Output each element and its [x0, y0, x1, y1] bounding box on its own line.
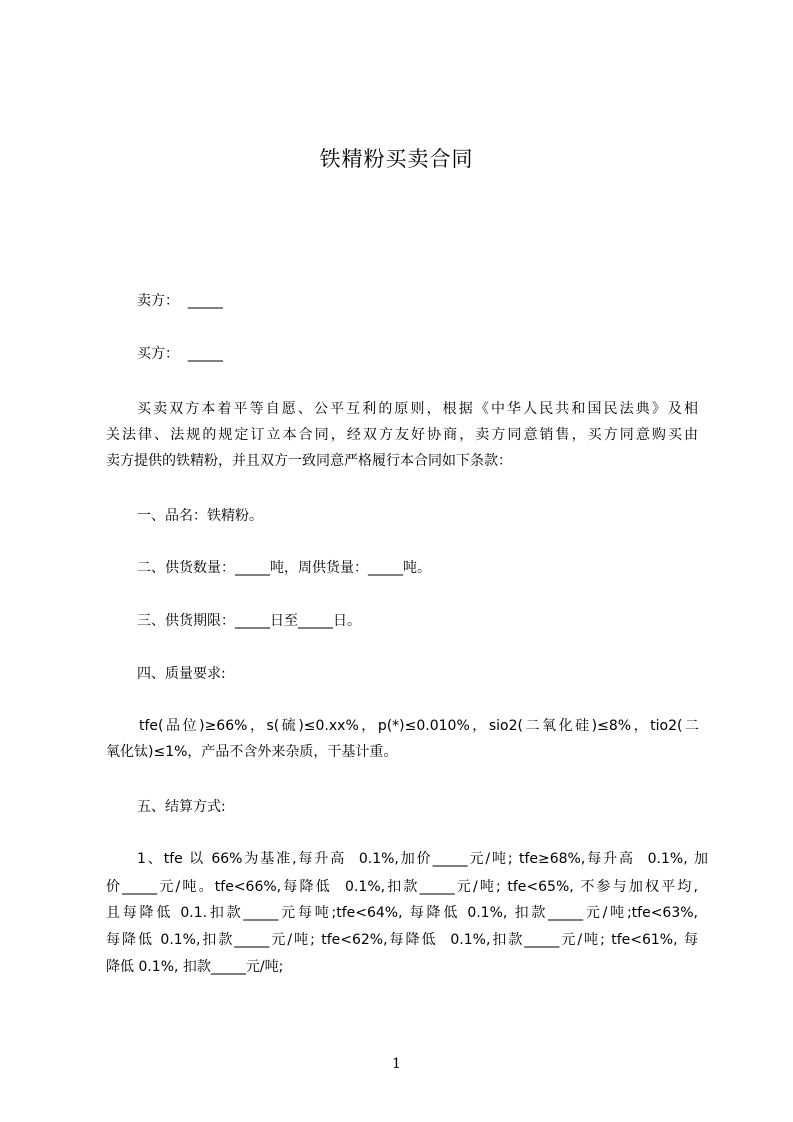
settlement-line-3: 且每降低 0.1.扣款_____元每吨;tfe<64%, 每降低 0.1%, 扣款_____元/吨;tfe<63%,	[106, 905, 698, 921]
intro-line-3: 卖方提供的铁精粉，并且双方一致同意严格履行本合同如下条款：	[106, 453, 512, 469]
settlement-line-5: 降低 0.1%, 扣款_____元/吨;	[106, 959, 284, 975]
clause-quality-heading: 四、质量要求:	[137, 666, 226, 682]
settlement-line-2: 价_____元/吨。tfe<66%,每降低 0.1%,扣款_____元/吨; tfe<65%, 不参与加权平均,	[106, 879, 698, 895]
settlement-line-4: 每降低 0.1%,扣款_____元/吨; tfe<62%,每降低 0.1%,扣款_____元/吨; tfe<61%, 每	[106, 932, 698, 948]
quality-line-2: 氧化钛)≤1%，产品不含外来杂质，干基计重。	[106, 744, 398, 760]
clause-supply-period: 三、供货期限：_____日至_____日。	[137, 613, 361, 629]
settlement-line-1: 1、tfe 以 66%为基准,每升高 0.1%,加价_____元/吨; tfe≥68%,每升高 0.1%, 加	[137, 851, 708, 867]
buyer-line: 买方： _____	[137, 346, 223, 362]
quality-line-1: tfe(品位)≥66%，s(硫)≤0.xx%，p(*)≤0.010%，sio2(二氧化硅)≤8%，tio2(二	[139, 718, 699, 734]
clause-supply-quantity: 二、供货数量：_____吨，周供货量：_____吨。	[137, 560, 431, 576]
clause-product-name: 一、品名：铁精粉。	[137, 508, 263, 524]
clause-settlement-heading: 五、结算方式:	[137, 799, 226, 815]
page-number: 1	[392, 1056, 401, 1072]
seller-line: 卖方： _____	[137, 293, 223, 309]
intro-line-1: 买卖双方本着平等自愿、公平互利的原则，根据《中华人民共和国民法典》及相	[137, 401, 698, 417]
intro-line-2: 关法律、法规的规定订立本合同，经双方友好协商，卖方同意销售，买方同意购买由	[106, 427, 698, 443]
document-title: 铁精粉买卖合同	[319, 147, 474, 171]
